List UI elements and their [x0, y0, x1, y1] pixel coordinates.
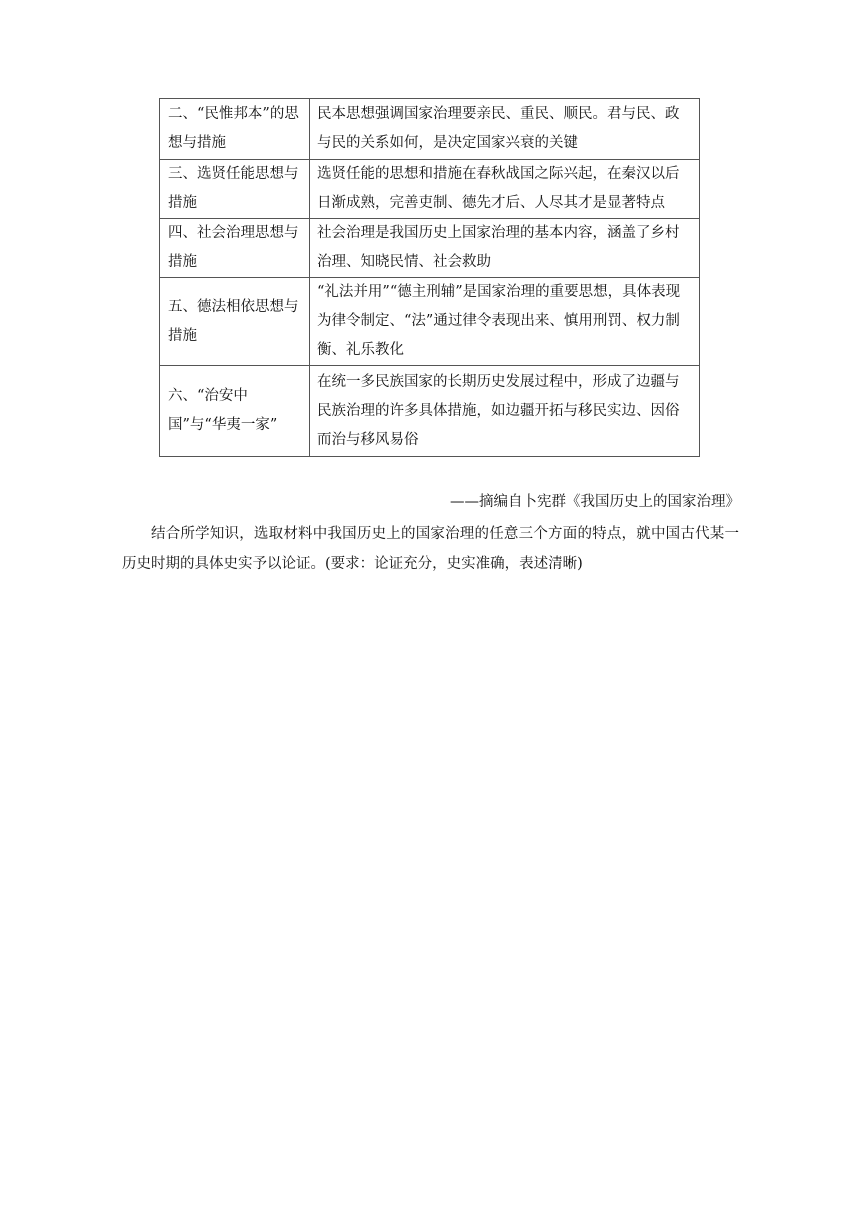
table-row: [160, 278, 700, 366]
table-cell-topic: 二、“民惟邦本”的思想与措施: [160, 99, 310, 160]
question-prompt: 结合所学知识，选取材料中我国历史上的国家治理的任意三个方面的特点，就中国古代某一历史时期的具体史实予以论证。(要求：论证充分，史实准确，表述清晰): [122, 526, 739, 572]
table-row: [160, 366, 700, 457]
table-cell-content: 民本思想强调国家治理要亲民、重民、顺民。君与民、政与民的关系如何，是决定国家兴衰的关键: [310, 99, 700, 160]
table-cell-content: 选贤任能的思想和措施在春秋战国之际兴起，在秦汉以后日渐成熟，完善吏制、德先才后、人尽其才是显著特点: [310, 160, 700, 219]
table-cell-topic: 四、社会治理思想与措施: [160, 219, 310, 278]
table-cell-topic: 三、选贤任能思想与措施: [160, 160, 310, 219]
table-row: [160, 99, 700, 160]
source-citation: ——摘编自卜宪群《我国历史上的国家治理》: [450, 494, 740, 510]
table-row: [160, 160, 700, 219]
table-cell-content: 在统一多民族国家的长期历史发展过程中，形成了边疆与民族治理的许多具体措施，如边疆开拓与移民实边、因俗而治与移风易俗: [310, 366, 700, 457]
table-cell-topic: 五、德法相依思想与措施: [160, 278, 310, 366]
table-cell-content: “礼法并用”“德主刑辅”是国家治理的重要思想，具体表现为律令制定、“法”通过律令表现出来、慎用刑罚、权力制衡、礼乐教化: [310, 278, 700, 366]
governance-table: [159, 98, 700, 457]
table-cell-topic: 六、“治安中国”与“华夷一家”: [160, 366, 310, 457]
table-cell-content: 社会治理是我国历史上国家治理的基本内容，涵盖了乡村治理、知晓民情、社会救助: [310, 219, 700, 278]
table-row: [160, 219, 700, 278]
